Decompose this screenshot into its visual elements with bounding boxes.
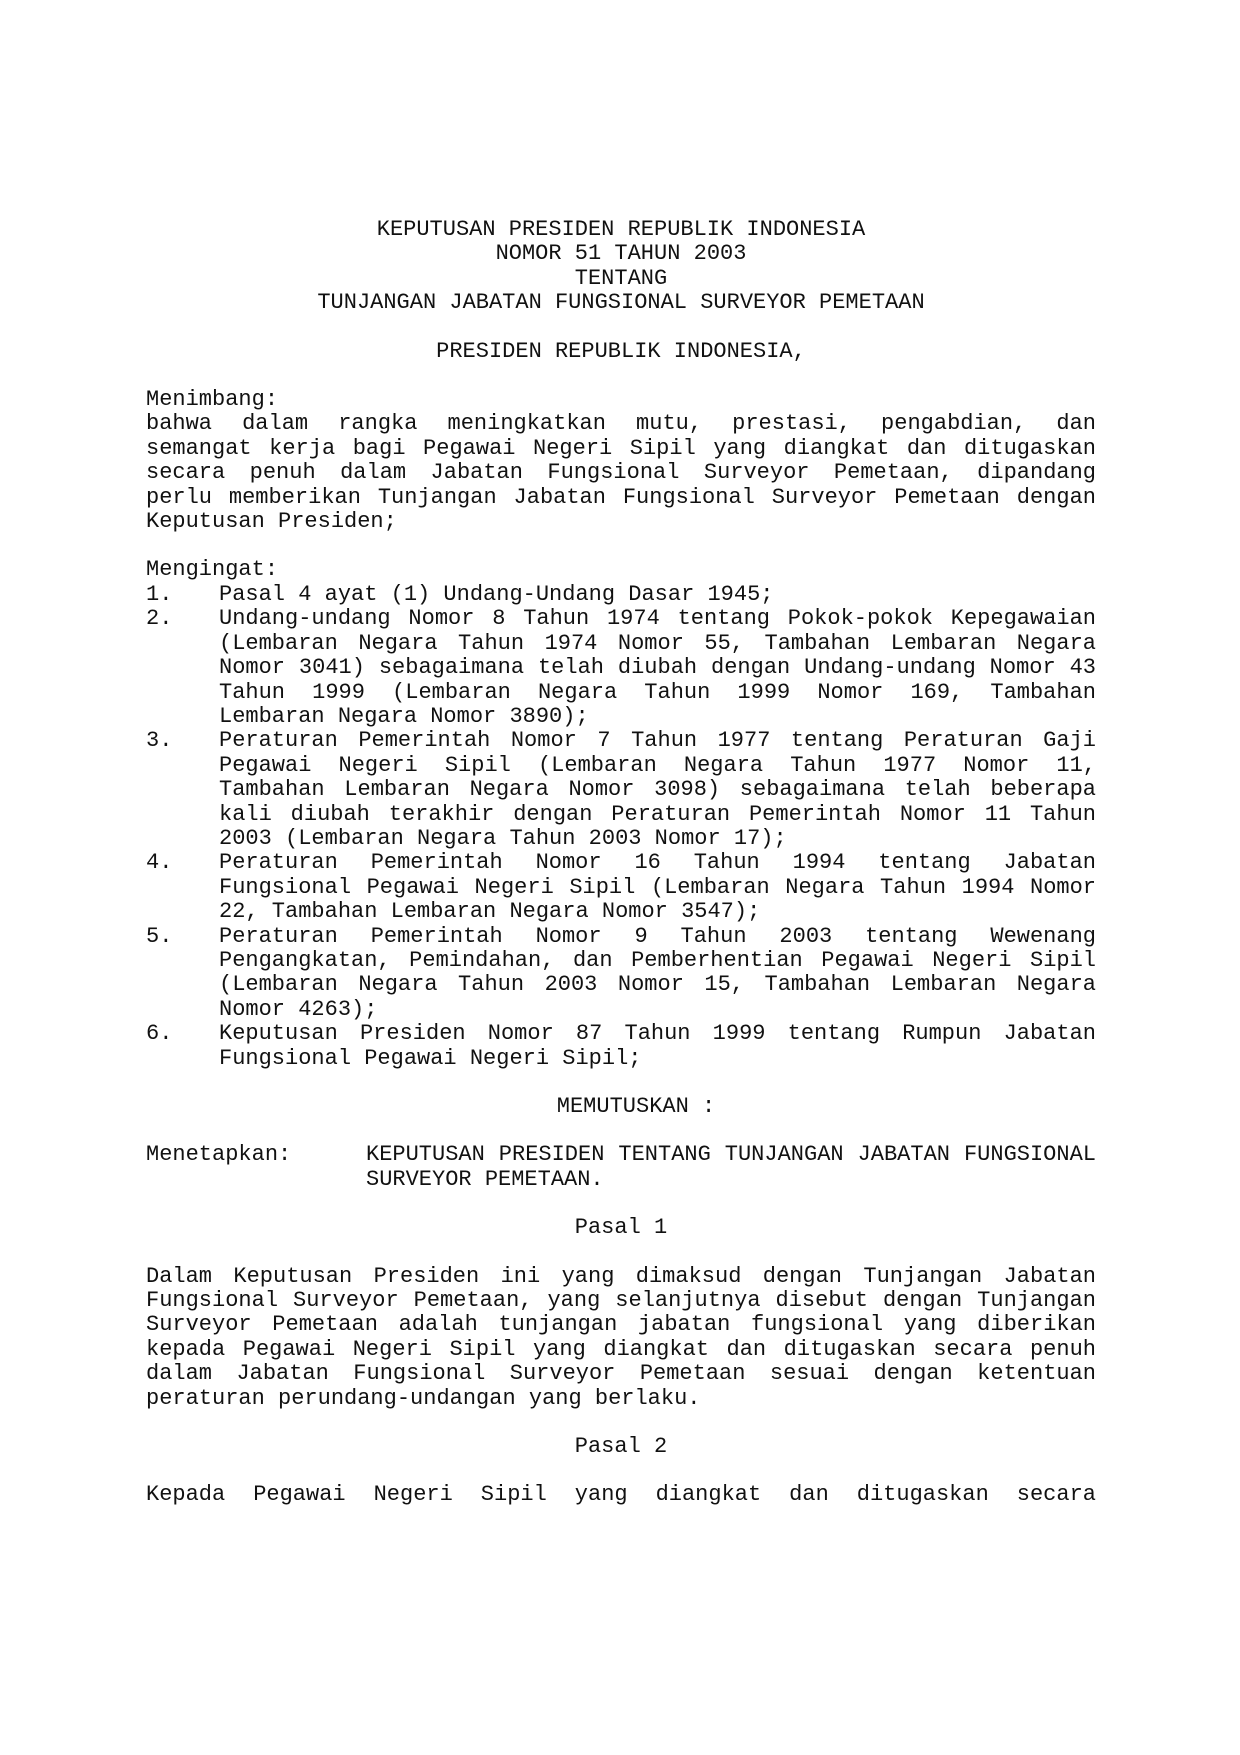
list-item [146, 583, 1096, 607]
list-item [146, 729, 1096, 851]
list-item-text: Undang-undang Nomor 8 Tahun 1974 tentang Pokok-pokok Kepegawaian (Lembaran Negara Tahun 1974 Nomor 55, Tambahan Lembaran Negara Nomor 3041) sebagaimana telah diubah dengan Undang-undang Nomor 43 Tahun 1999 (Lembaran Negara Tahun 1999 Nomor 169, Tambahan Lembaran Negara Nomor 3890); [219, 606, 1096, 729]
list-item-text: Peraturan Pemerintah Nomor 16 Tahun 1994 tentang Jabatan Fungsional Pegawai Negeri Sipil (Lembaran Negara Tahun 1994 Nomor 22, Tambahan Lembaran Negara Nomor 3547); [219, 850, 1096, 925]
mengingat-section [146, 558, 1096, 1071]
menetapkan-section [146, 1143, 1096, 1192]
document-header [146, 218, 1096, 316]
list-item-number: 5. [146, 923, 173, 949]
list-item-number: 6. [146, 1021, 173, 1047]
mengingat-label: Mengingat: [146, 557, 279, 583]
pasal-2-text: Kepada Pegawai Negeri Sipil yang diangkat dan ditugaskan secara [146, 1482, 1096, 1508]
list-item [146, 607, 1096, 729]
list-item-number: 2. [146, 606, 173, 632]
list-item [146, 925, 1096, 1023]
list-item-number: 3. [146, 728, 173, 754]
decree-number: NOMOR 51 TAHUN 2003 [495, 241, 747, 267]
memutuskan-heading: MEMUTUSKAN : [556, 1094, 716, 1119]
president-heading: PRESIDEN REPUBLIK INDONESIA, [436, 338, 806, 364]
list-item-number: 4. [146, 850, 173, 876]
document-page [146, 218, 1096, 1508]
pasal-1-text: Dalam Keputusan Presiden ini yang dimaksud dengan Tunjangan Jabatan Fungsional Surveyor Pemetaan, yang selanjutnya disebut dengan Tunjangan Surveyor Pemetaan adalah tunjangan jabatan fungsional yang diberikan kepada Pegawai Negeri Sipil yang diangkat dan ditugaskan secara penuh dalam Jabatan Fungsional Surveyor Pemetaan sesuai dengan ketentuan peraturan perundang-undangan yang berlaku. [146, 1263, 1096, 1411]
menimbang-text: bahwa dalam rangka meningkatkan mutu, prestasi, pengabdian, dan semangat kerja bagi Pegawai Negeri Sipil yang diangkat dan ditugaskan secara penuh dalam Jabatan Fungsional Surveyor Pemetaan, dipandang perlu memberikan Tunjangan Jabatan Fungsional Surveyor Pemetaan dengan Keputusan Presiden; [146, 411, 1096, 535]
menimbang-section [146, 388, 1096, 534]
list-item-number: 1. [146, 581, 173, 607]
menimbang-label: Menimbang: [146, 387, 279, 413]
list-item [146, 851, 1096, 924]
mengingat-list [146, 583, 1096, 1071]
list-item-text: Keputusan Presiden Nomor 87 Tahun 1999 tentang Rumpun Jabatan Fungsional Pegawai Negeri Sipil; [219, 1021, 1096, 1071]
pasal-1-title: Pasal 1 [574, 1215, 668, 1241]
list-item [146, 1022, 1096, 1071]
menetapkan-label: Menetapkan: [146, 1142, 292, 1168]
decree-subject: TUNJANGAN JABATAN FUNGSIONAL SURVEYOR PEMETAAN [317, 290, 925, 316]
menetapkan-text: KEPUTUSAN PRESIDEN TENTANG TUNJANGAN JABATAN FUNGSIONAL SURVEYOR PEMETAAN. [366, 1142, 1096, 1192]
pasal-2-title: Pasal 2 [574, 1434, 668, 1460]
decree-about-label: TENTANG [574, 265, 668, 291]
list-item-text: Peraturan Pemerintah Nomor 9 Tahun 2003 tentang Wewenang Pengangkatan, Pemindahan, dan Pemberhentian Pegawai Negeri Sipil (Lembaran Negara Tahun 2003 Nomor 15, Tambahan Lembaran Negara Nomor 4263); [219, 923, 1096, 1022]
list-item-text: Pasal 4 ayat (1) Undang-Undang Dasar 1945; [219, 581, 774, 607]
list-item-text: Peraturan Pemerintah Nomor 7 Tahun 1977 tentang Peraturan Gaji Pegawai Negeri Sipil (Lembaran Negara Tahun 1977 Nomor 11, Tambahan Lembaran Negara Nomor 3098) sebagaimana telah beberapa kali diubah terakhir dengan Peraturan Pemerintah Nomor 11 Tahun 2003 (Lembaran Negara Tahun 2003 Nomor 17); [219, 728, 1096, 851]
decree-title: KEPUTUSAN PRESIDEN REPUBLIK INDONESIA [376, 217, 866, 242]
